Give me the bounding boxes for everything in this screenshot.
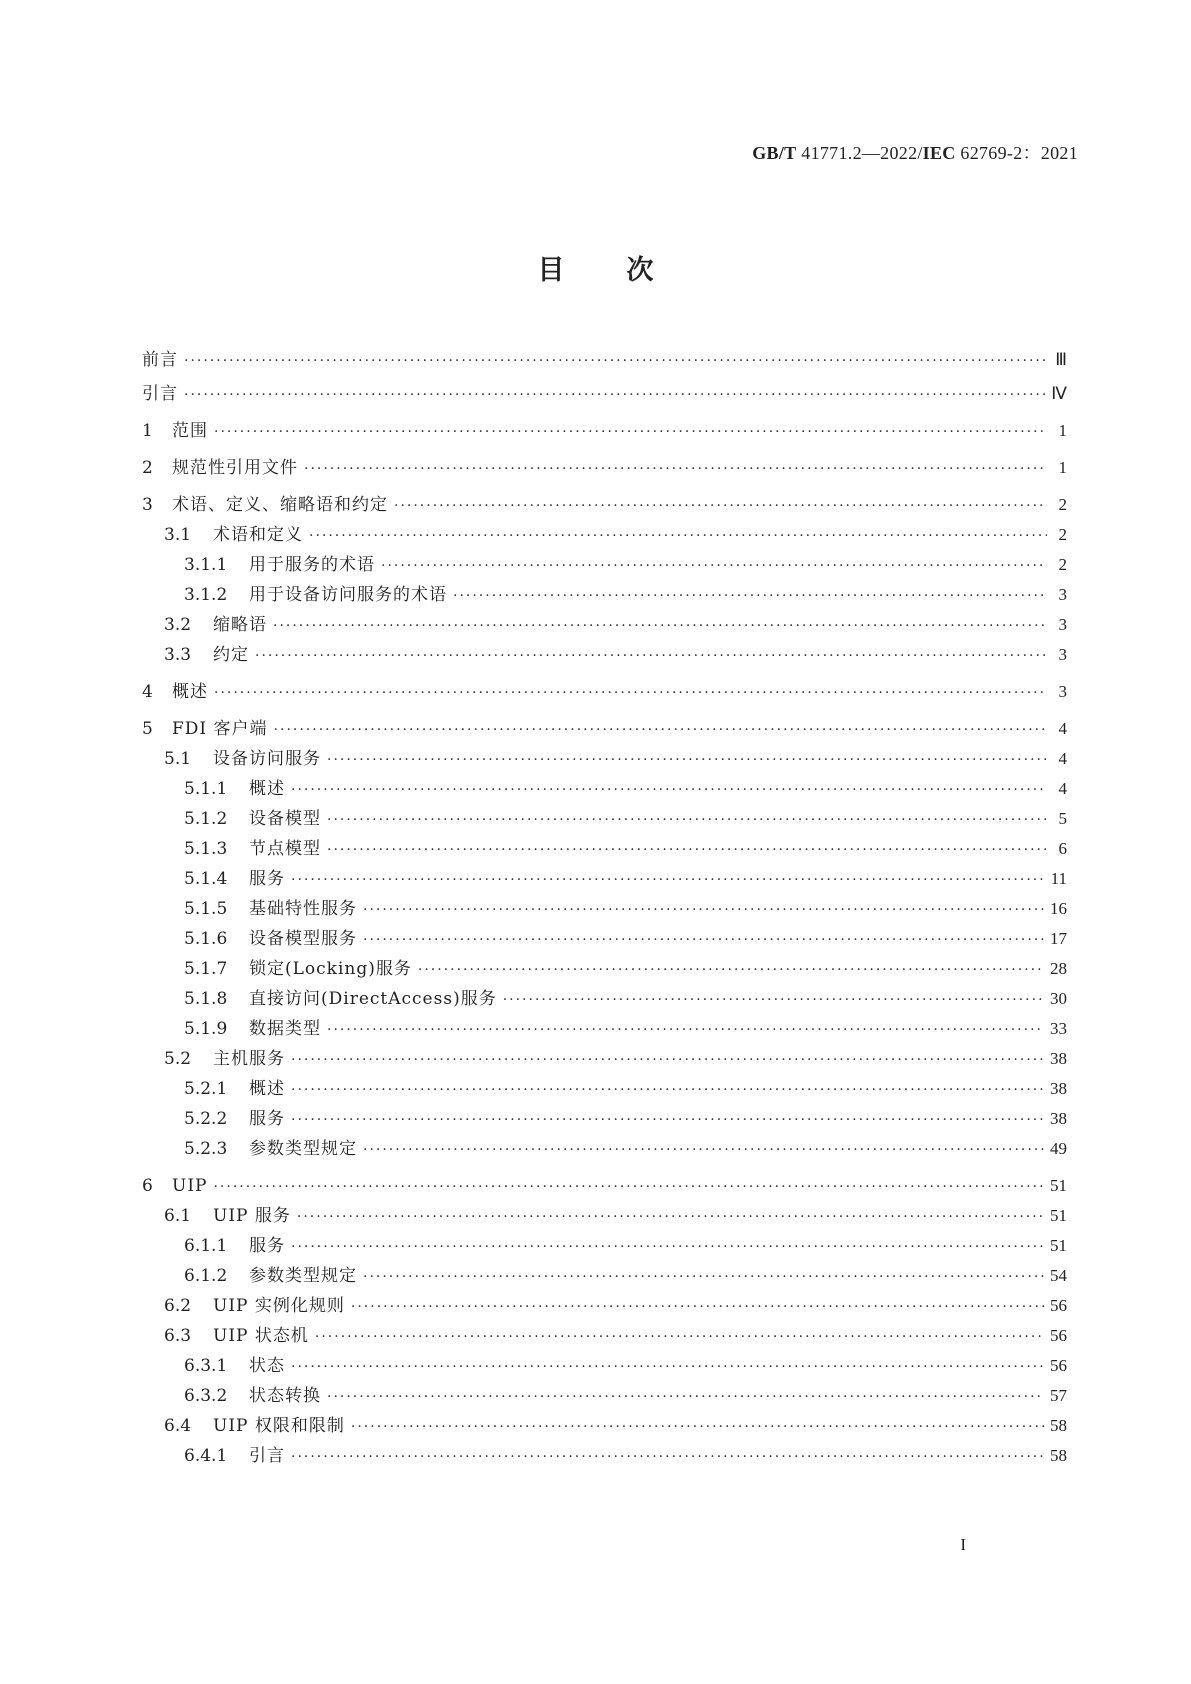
dot-leader <box>255 641 1047 671</box>
toc-entry-label: 设备访问服务 <box>213 749 321 769</box>
toc-entry-label: 数据类型 <box>249 1019 321 1039</box>
toc-entry-number: 6.4 <box>164 1416 192 1436</box>
toc-entry-label: 节点模型 <box>249 839 321 859</box>
toc-entry[interactable] <box>142 1381 1067 1411</box>
toc-entry-page: 3 <box>1058 682 1067 701</box>
page-number: I <box>960 1535 966 1554</box>
toc-entry-label: 概述 <box>249 1079 285 1099</box>
dot-leader <box>327 835 1047 865</box>
dot-leader <box>327 1015 1044 1045</box>
toc-entry[interactable] <box>142 1201 1067 1231</box>
toc-entry-page: 33 <box>1050 1019 1067 1038</box>
dot-leader <box>363 1135 1044 1165</box>
iec-number: 62769-2：2021 <box>955 143 1078 163</box>
toc-entry-number: 5.1.8 <box>184 989 228 1009</box>
toc-entry-page: 16 <box>1050 899 1067 918</box>
toc-entry-label: 状态转换 <box>249 1386 321 1406</box>
dot-leader <box>453 581 1047 611</box>
toc-entry-label: 服务 <box>249 1236 285 1256</box>
toc-entry-number: 2 <box>142 458 153 478</box>
dot-leader <box>214 417 1047 447</box>
toc-entry-page: 1 <box>1058 421 1067 440</box>
toc-entry-number: 5.1.5 <box>184 899 228 919</box>
toc-entry[interactable] <box>142 1074 1067 1104</box>
toc-entry-page: 3 <box>1058 615 1067 634</box>
toc-entry[interactable] <box>142 1134 1067 1164</box>
toc-entry[interactable] <box>142 894 1067 924</box>
dot-leader <box>363 925 1044 955</box>
toc-entry-number: 3.3 <box>164 645 192 665</box>
dot-leader <box>363 895 1044 925</box>
toc-entry-label: 引言 <box>142 384 178 404</box>
toc-entry-page: 49 <box>1050 1139 1067 1158</box>
dot-leader <box>327 805 1047 835</box>
dot-leader <box>381 551 1047 581</box>
toc-entry[interactable] <box>142 550 1067 580</box>
toc-entry-number: 5.1.7 <box>184 959 228 979</box>
dot-leader <box>327 1382 1044 1412</box>
toc-entry-page: 2 <box>1058 495 1067 514</box>
toc-entry-page: 57 <box>1050 1386 1067 1405</box>
toc-entry[interactable] <box>142 834 1067 864</box>
toc-entry-number: 6.3.1 <box>184 1356 228 1376</box>
toc-entry[interactable] <box>142 520 1067 550</box>
toc-entry-page: 11 <box>1050 869 1067 888</box>
dot-leader <box>184 380 1045 410</box>
toc-entry-label: 主机服务 <box>213 1049 285 1069</box>
toc-entry-label: 术语、定义、缩略语和约定 <box>172 495 388 515</box>
toc-entry-label: 约定 <box>213 645 249 665</box>
toc-entry-label: 概述 <box>249 779 285 799</box>
document-code-header <box>752 139 1078 165</box>
toc-entry[interactable] <box>142 954 1067 984</box>
toc-entry-page: 38 <box>1050 1049 1067 1068</box>
dot-leader <box>315 1322 1044 1352</box>
toc-entry-page: 4 <box>1058 749 1067 768</box>
toc-entry-number: 3.1.1 <box>184 555 228 575</box>
dot-leader <box>274 715 1047 745</box>
toc-entry-page: 3 <box>1058 645 1067 664</box>
toc-entry-number: 6.1 <box>164 1206 192 1226</box>
toc-entry[interactable] <box>142 1171 1067 1201</box>
toc-entry-number: 4 <box>142 682 153 702</box>
toc-entry-page: 51 <box>1050 1206 1067 1225</box>
toc-entry-number: 3.1 <box>164 525 192 545</box>
toc-entry[interactable] <box>142 924 1067 954</box>
toc-entry-page: 17 <box>1050 929 1067 948</box>
toc-entry-page: 2 <box>1058 525 1067 544</box>
dot-leader <box>291 775 1047 805</box>
toc-entry-number: 3.1.2 <box>184 585 228 605</box>
toc-entry-number: 5.1.4 <box>184 869 228 889</box>
toc-entry[interactable] <box>142 379 1067 409</box>
dot-leader <box>394 491 1047 521</box>
toc-entry[interactable] <box>142 1261 1067 1291</box>
dot-leader <box>304 454 1047 484</box>
toc-entry-label: 锁定(Locking)服务 <box>249 959 412 979</box>
toc-entry-label: UIP 权限和限制 <box>213 1416 345 1436</box>
dot-leader <box>291 1442 1044 1472</box>
toc-entry-label: 服务 <box>249 1109 285 1129</box>
toc-entry-page: 4 <box>1058 719 1067 738</box>
dot-leader <box>291 865 1045 895</box>
toc-entry-label: 规范性引用文件 <box>172 458 298 478</box>
dot-leader <box>291 1045 1044 1075</box>
dot-leader <box>351 1292 1044 1322</box>
toc-entry-number: 6.3 <box>164 1326 192 1346</box>
toc-entry[interactable] <box>142 984 1067 1014</box>
toc-entry-number: 6.2 <box>164 1296 192 1316</box>
dot-leader <box>297 1202 1044 1232</box>
toc-entry-label: 用于设备访问服务的术语 <box>249 585 447 605</box>
toc-entry[interactable] <box>142 804 1067 834</box>
toc-entry[interactable] <box>142 1231 1067 1261</box>
table-of-contents <box>142 345 1067 1471</box>
toc-entry-page: 58 <box>1050 1416 1067 1435</box>
dot-leader <box>291 1075 1044 1105</box>
toc-entry[interactable] <box>142 490 1067 520</box>
toc-entry-page: Ⅲ <box>1055 350 1067 369</box>
toc-entry[interactable] <box>142 1411 1067 1441</box>
toc-entry-label: 范围 <box>172 421 208 441</box>
toc-entry-page: 38 <box>1050 1109 1067 1128</box>
toc-entry-page: 6 <box>1058 839 1067 858</box>
toc-entry-label: 服务 <box>249 869 285 889</box>
dot-leader <box>351 1412 1044 1442</box>
toc-entry-label: 概述 <box>172 682 208 702</box>
toc-entry-page: 51 <box>1050 1236 1067 1255</box>
toc-entry[interactable] <box>142 1441 1067 1471</box>
toc-entry[interactable] <box>142 1104 1067 1134</box>
toc-entry-number: 1 <box>142 421 153 441</box>
dot-leader <box>213 1172 1044 1202</box>
toc-entry-label: 直接访问(DirectAccess)服务 <box>249 989 497 1009</box>
toc-entry-label: UIP 实例化规则 <box>213 1296 345 1316</box>
toc-entry-page: 58 <box>1050 1446 1067 1465</box>
toc-entry[interactable] <box>142 1321 1067 1351</box>
standard-prefix: GB/T <box>752 143 797 163</box>
toc-entry-number: 5 <box>142 719 153 739</box>
toc-entry-page: 30 <box>1050 989 1067 1008</box>
toc-entry[interactable] <box>142 677 1067 707</box>
toc-entry-page: 56 <box>1050 1326 1067 1345</box>
toc-entry-number: 6 <box>142 1176 153 1196</box>
toc-entry-number: 3.2 <box>164 615 192 635</box>
toc-entry[interactable] <box>142 1351 1067 1381</box>
toc-entry-number: 5.1 <box>164 749 192 769</box>
toc-entry[interactable] <box>142 416 1067 446</box>
dot-leader <box>291 1232 1044 1262</box>
toc-entry-label: 术语和定义 <box>213 525 303 545</box>
toc-entry-page: 54 <box>1050 1266 1067 1285</box>
toc-entry-number: 5.1.1 <box>184 779 228 799</box>
toc-entry[interactable] <box>142 1291 1067 1321</box>
toc-entry-label: 引言 <box>249 1446 285 1466</box>
toc-entry-label: 缩略语 <box>213 615 267 635</box>
dot-leader <box>363 1262 1044 1292</box>
toc-entry[interactable] <box>142 744 1067 774</box>
standard-number: 41771.2—2022/ <box>796 143 923 163</box>
toc-entry-page: 56 <box>1050 1296 1067 1315</box>
toc-entry-number: 6.4.1 <box>184 1446 228 1466</box>
toc-entry-number: 5.2 <box>164 1049 192 1069</box>
toc-entry[interactable] <box>142 1014 1067 1044</box>
page-title: 目次 <box>537 255 716 286</box>
toc-entry-number: 5.2.2 <box>184 1109 228 1129</box>
toc-entry-label: UIP <box>172 1176 208 1196</box>
toc-entry-number: 5.1.3 <box>184 839 228 859</box>
iec-prefix: IEC <box>922 143 956 163</box>
toc-entry-page: 56 <box>1050 1356 1067 1375</box>
toc-entry[interactable] <box>142 453 1067 483</box>
toc-entry-number: 5.1.6 <box>184 929 228 949</box>
toc-entry[interactable] <box>142 580 1067 610</box>
toc-entry-label: 参数类型规定 <box>249 1266 357 1286</box>
dot-leader <box>214 678 1047 708</box>
toc-entry-label: 参数类型规定 <box>249 1139 357 1159</box>
toc-entry-number: 5.1.2 <box>184 809 228 829</box>
toc-entry-number: 5.2.3 <box>184 1139 228 1159</box>
dot-leader <box>291 1105 1044 1135</box>
toc-entry-page: Ⅳ <box>1051 384 1067 403</box>
toc-entry-number: 6.1.1 <box>184 1236 228 1256</box>
toc-entry-number: 6.1.2 <box>184 1266 228 1286</box>
toc-entry-number: 5.2.1 <box>184 1079 228 1099</box>
toc-entry-number: 6.3.2 <box>184 1386 228 1406</box>
dot-leader <box>273 611 1047 641</box>
toc-entry-label: 用于服务的术语 <box>249 555 375 575</box>
toc-entry-label: UIP 状态机 <box>213 1326 309 1346</box>
toc-entry-page: 38 <box>1050 1079 1067 1098</box>
toc-entry-label: 设备模型 <box>249 809 321 829</box>
toc-entry-page: 2 <box>1058 555 1067 574</box>
toc-entry[interactable] <box>142 345 1067 375</box>
toc-entry[interactable] <box>142 610 1067 640</box>
toc-entry-label: 基础特性服务 <box>249 899 357 919</box>
dot-leader <box>309 521 1047 551</box>
toc-entry-label: 前言 <box>142 350 178 370</box>
toc-entry[interactable] <box>142 774 1067 804</box>
toc-entry-label: UIP 服务 <box>213 1206 291 1226</box>
toc-entry-label: FDI 客户端 <box>172 719 268 739</box>
toc-entry[interactable] <box>142 640 1067 670</box>
toc-entry[interactable] <box>142 864 1067 894</box>
dot-leader <box>503 985 1044 1015</box>
toc-entry-page: 4 <box>1058 779 1067 798</box>
toc-entry-page: 28 <box>1050 959 1067 978</box>
toc-entry-page: 3 <box>1058 585 1067 604</box>
dot-leader <box>327 745 1047 775</box>
toc-entry-page: 1 <box>1058 458 1067 477</box>
toc-entry[interactable] <box>142 714 1067 744</box>
toc-entry-page: 51 <box>1050 1176 1067 1195</box>
toc-entry-label: 状态 <box>249 1356 285 1376</box>
toc-entry-label: 设备模型服务 <box>249 929 357 949</box>
toc-entry-number: 3 <box>142 495 153 515</box>
dot-leader <box>291 1352 1044 1382</box>
toc-entry[interactable] <box>142 1044 1067 1074</box>
dot-leader <box>418 955 1044 985</box>
toc-entry-page: 5 <box>1058 809 1067 828</box>
dot-leader <box>184 346 1047 376</box>
toc-entry-number: 5.1.9 <box>184 1019 228 1039</box>
